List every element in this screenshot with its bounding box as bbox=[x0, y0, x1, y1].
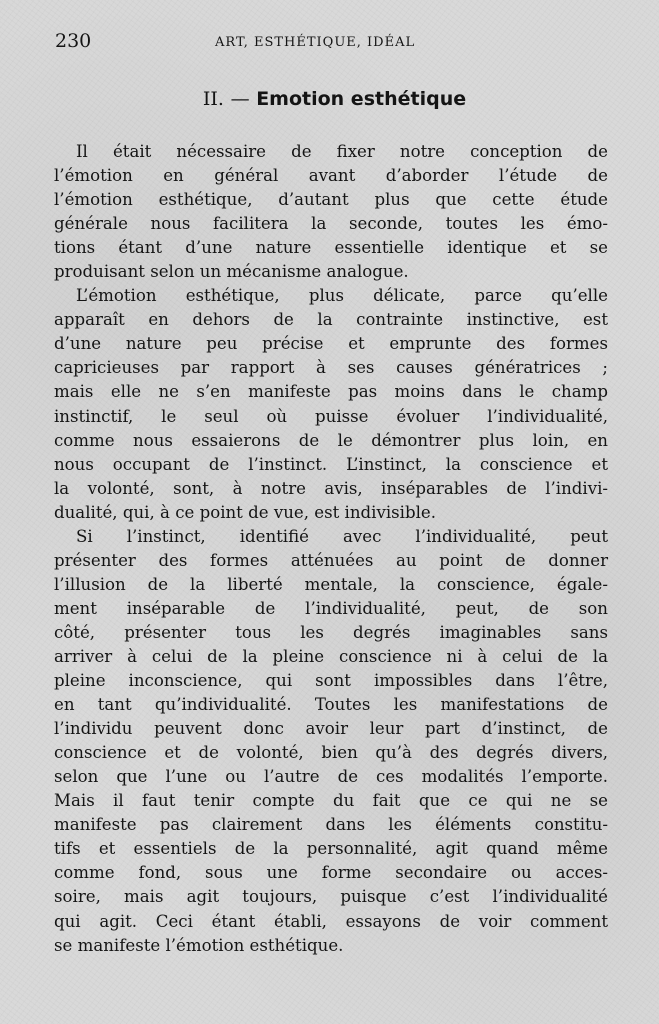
text-line: mais elle ne s’en manifeste pas moins dans le champ bbox=[54, 382, 608, 402]
text-line: apparaît en dehors de la contrainte instinctive, est bbox=[54, 310, 608, 330]
section-dash: — bbox=[230, 88, 250, 110]
text-line: l’émotion esthétique, d’autant plus que cette étude bbox=[54, 190, 608, 210]
text-line: comme nous essaierons de le démontrer plus loin, en bbox=[54, 430, 608, 450]
text-line: arriver à celui de la pleine conscience ni à celui de la bbox=[54, 646, 608, 666]
text-line: l’émotion en général avant d’aborder l’étude de bbox=[54, 166, 608, 186]
text-line: l’individu peuvent donc avoir leur part d’instinct, de bbox=[54, 719, 608, 739]
text-line: pleine inconscience, qui sont impossibles dans l’être, bbox=[54, 671, 608, 691]
running-title: ART, ESTHÉTIQUE, IDÉAL bbox=[215, 35, 416, 50]
text-line: selon que l’une ou l’autre de ces modalités l’emporte. bbox=[54, 767, 608, 787]
text-line: côté, présenter tous les degrés imaginables sans bbox=[54, 622, 608, 642]
text-line: soire, mais agit toujours, puisque c’est l’individualité bbox=[54, 887, 608, 907]
body-text bbox=[54, 140, 608, 958]
section-heading-text: Emotion esthétique bbox=[256, 88, 467, 110]
text-line: instinctif, le seul où puisse évoluer l’individualité, bbox=[54, 406, 608, 426]
text-line: comme fond, sous une forme secondaire ou acces- bbox=[54, 863, 608, 883]
text-line: en tant qu’individualité. Toutes les manifestations de bbox=[54, 695, 608, 715]
text-line: l’illusion de la liberté mentale, la conscience, égale- bbox=[54, 574, 608, 594]
text-line: qui agit. Ceci étant établi, essayons de voir comment bbox=[54, 911, 608, 931]
text-line: Il était nécessaire de fixer notre conception de bbox=[76, 142, 608, 161]
page-number: 230 bbox=[55, 30, 92, 52]
text-line: conscience et de volonté, bien qu’à des degrés divers, bbox=[54, 743, 608, 763]
text-line: tifs et essentiels de la personnalité, agit quand même bbox=[54, 839, 608, 859]
text-line: Si l’instinct, identifié avec l’individualité, peut bbox=[76, 526, 608, 546]
text-line: L’émotion esthétique, plus délicate, parce qu’elle bbox=[76, 286, 608, 306]
section-number: II. bbox=[202, 88, 224, 110]
text-line: présenter des formes atténuées au point de donner bbox=[54, 550, 608, 570]
text-line: générale nous facilitera la seconde, toutes les émo- bbox=[54, 214, 608, 234]
text-line: d’une nature peu précise et emprunte des formes bbox=[54, 334, 608, 354]
text-line: nous occupant de l’instinct. L’instinct, la conscience et bbox=[54, 454, 608, 474]
text-line: produisant selon un mécanisme analogue. bbox=[54, 262, 409, 282]
text-line: se manifeste l’émotion esthétique. bbox=[54, 935, 344, 955]
text-line: capricieuses par rapport à ses causes génératrices ; bbox=[54, 358, 608, 378]
running-head bbox=[55, 30, 615, 54]
text-line: dualité, qui, à ce point de vue, est indivisible. bbox=[54, 502, 437, 522]
text-line: la volonté, sont, à notre avis, inséparables de l’indivi- bbox=[54, 478, 608, 498]
text-line: manifeste pas clairement dans les éléments constitu- bbox=[54, 815, 608, 835]
section-title bbox=[0, 88, 659, 110]
text-line: tions étant d’une nature essentielle identique et se bbox=[54, 238, 608, 258]
text-line: ment inséparable de l’individualité, peut, de son bbox=[54, 598, 608, 618]
text-line: Mais il faut tenir compte du fait que ce qui ne se bbox=[54, 791, 608, 811]
